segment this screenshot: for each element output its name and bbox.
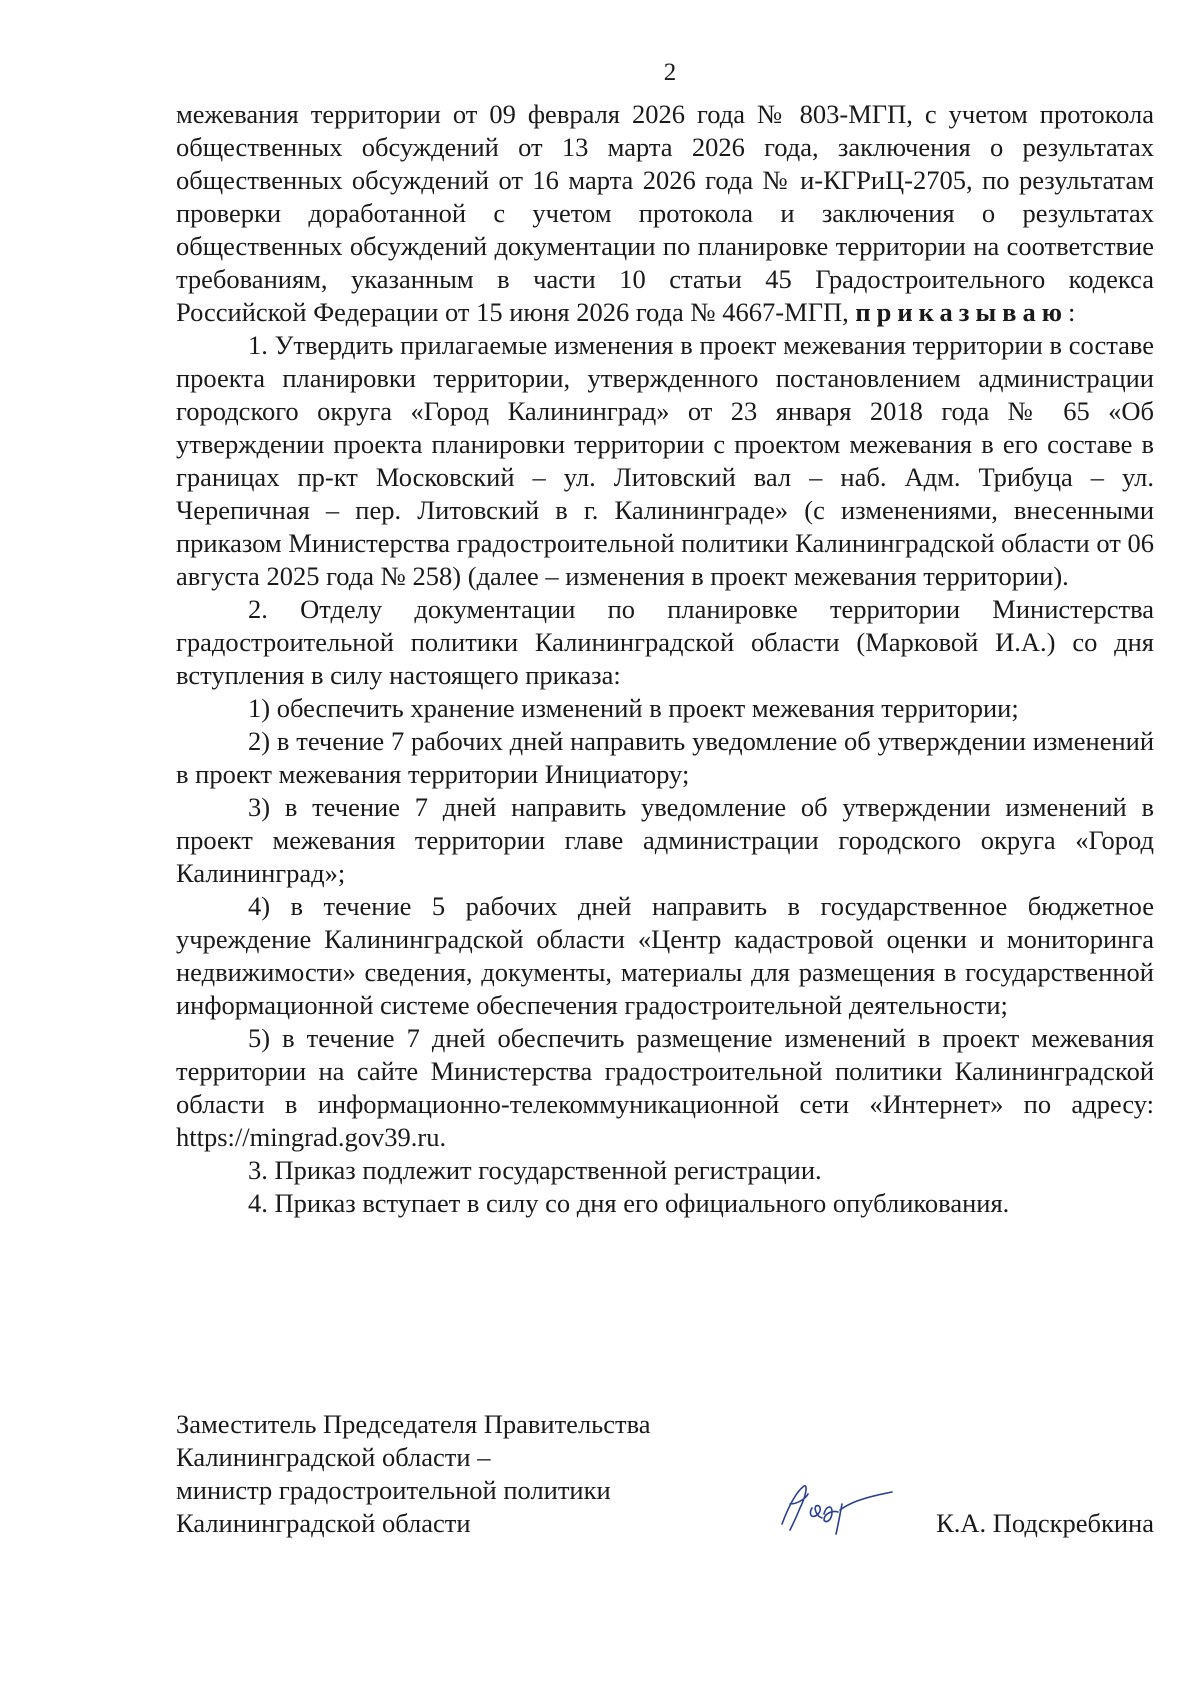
item-2-sub-1: 1) обеспечить хранение изменений в проект межевания территории; [248, 693, 1019, 723]
item-2-sub-4: 4) в течение 5 рабочих дней направить в государственное бюджетное учреждение Калининградской области «Центр кадастровой оценки и мониторинга недвижимости» сведения, документы, материалы для размещения в государственной информационной системе обеспечения градостроительной деятельности; [176, 891, 1154, 1020]
item-2-sub-3: 3) в течение 7 дней направить уведомление об утверждении изменений в проект межевания территории главе администрации городского округа «Город Калининград»; [176, 792, 1154, 888]
item-1: 1. Утвердить прилагаемые изменения в проект межевания территории в составе проекта планировки территории, утвержденного постановлением администрации городского округа «Город Калининград» от 23 января 2018 года № 65 «Об утверждении проекта планировки территории с проектом межевания в его составе в границах пр-кт Московский – ул. Литовский вал – наб. Адм. Трибуца – ул. Черепичная – пер. Литовский в г. Калининграде» (с изменениями, внесенными приказом Министерства градостроительной политики Калининградской области от 06 августа 2025 года № 258) (далее – изменения в проект межевания территории). [176, 330, 1154, 591]
signer-name: К.А. Подскребкина [936, 1508, 1154, 1538]
handwritten-signature [768, 1474, 898, 1538]
item-2: 2. Отделу документации по планировке территории Министерства градостроительной политики Калининградской области (Марковой И.А.) со дня вступления в силу настоящего приказа: [176, 594, 1154, 690]
signatory-position [176, 1408, 696, 1540]
signature-stroke [782, 1486, 892, 1534]
position-line: министр градостроительной политики [176, 1475, 611, 1505]
intro-paragraph [176, 98, 1154, 329]
page-number: 2 [663, 59, 677, 86]
item-3: 3. Приказ подлежит государственной регистрации. [248, 1155, 822, 1185]
position-line: Калининградской области – [176, 1442, 491, 1472]
position-line: Заместитель Председателя Правительства [176, 1409, 651, 1439]
item-2-sub-5: 5) в течение 7 дней обеспечить размещение изменений в проект межевания территории на сайте Министерства градостроительной политики Калининградской области в информационно-телекоммуникационной сети «Интернет» по адресу: https://mingrad.gov39.ru. [176, 1023, 1154, 1152]
document-body [176, 98, 1154, 1220]
order-word: приказываю [855, 297, 1068, 327]
intro-text: межевания территории от 09 февраля 2026 года № 803-МГП, с учетом протокола общественных обсуждений от 13 марта 2026 года, заключения о результатах общественных обсуждений от 16 марта 2026 года № и-КГРиЦ-2705, по результатам проверки доработанной с учетом протокола и заключения о результатах общественных обсуждений документации по планировке территории на соответствие требованиям, указанным в части 10 статьи 45 Градостроительного кодекса Российской Федерации от 15 июня 2026 года № 4667-МГП, [176, 99, 1154, 327]
item-4: 4. Приказ вступает в силу со дня его официального опубликования. [248, 1188, 1010, 1218]
position-line: Калининградской области [176, 1508, 471, 1538]
order-suffix: : [1067, 297, 1076, 327]
item-2-sub-2: 2) в течение 7 рабочих дней направить уведомление об утверждении изменений в проект межевания территории Инициатору; [176, 726, 1154, 789]
